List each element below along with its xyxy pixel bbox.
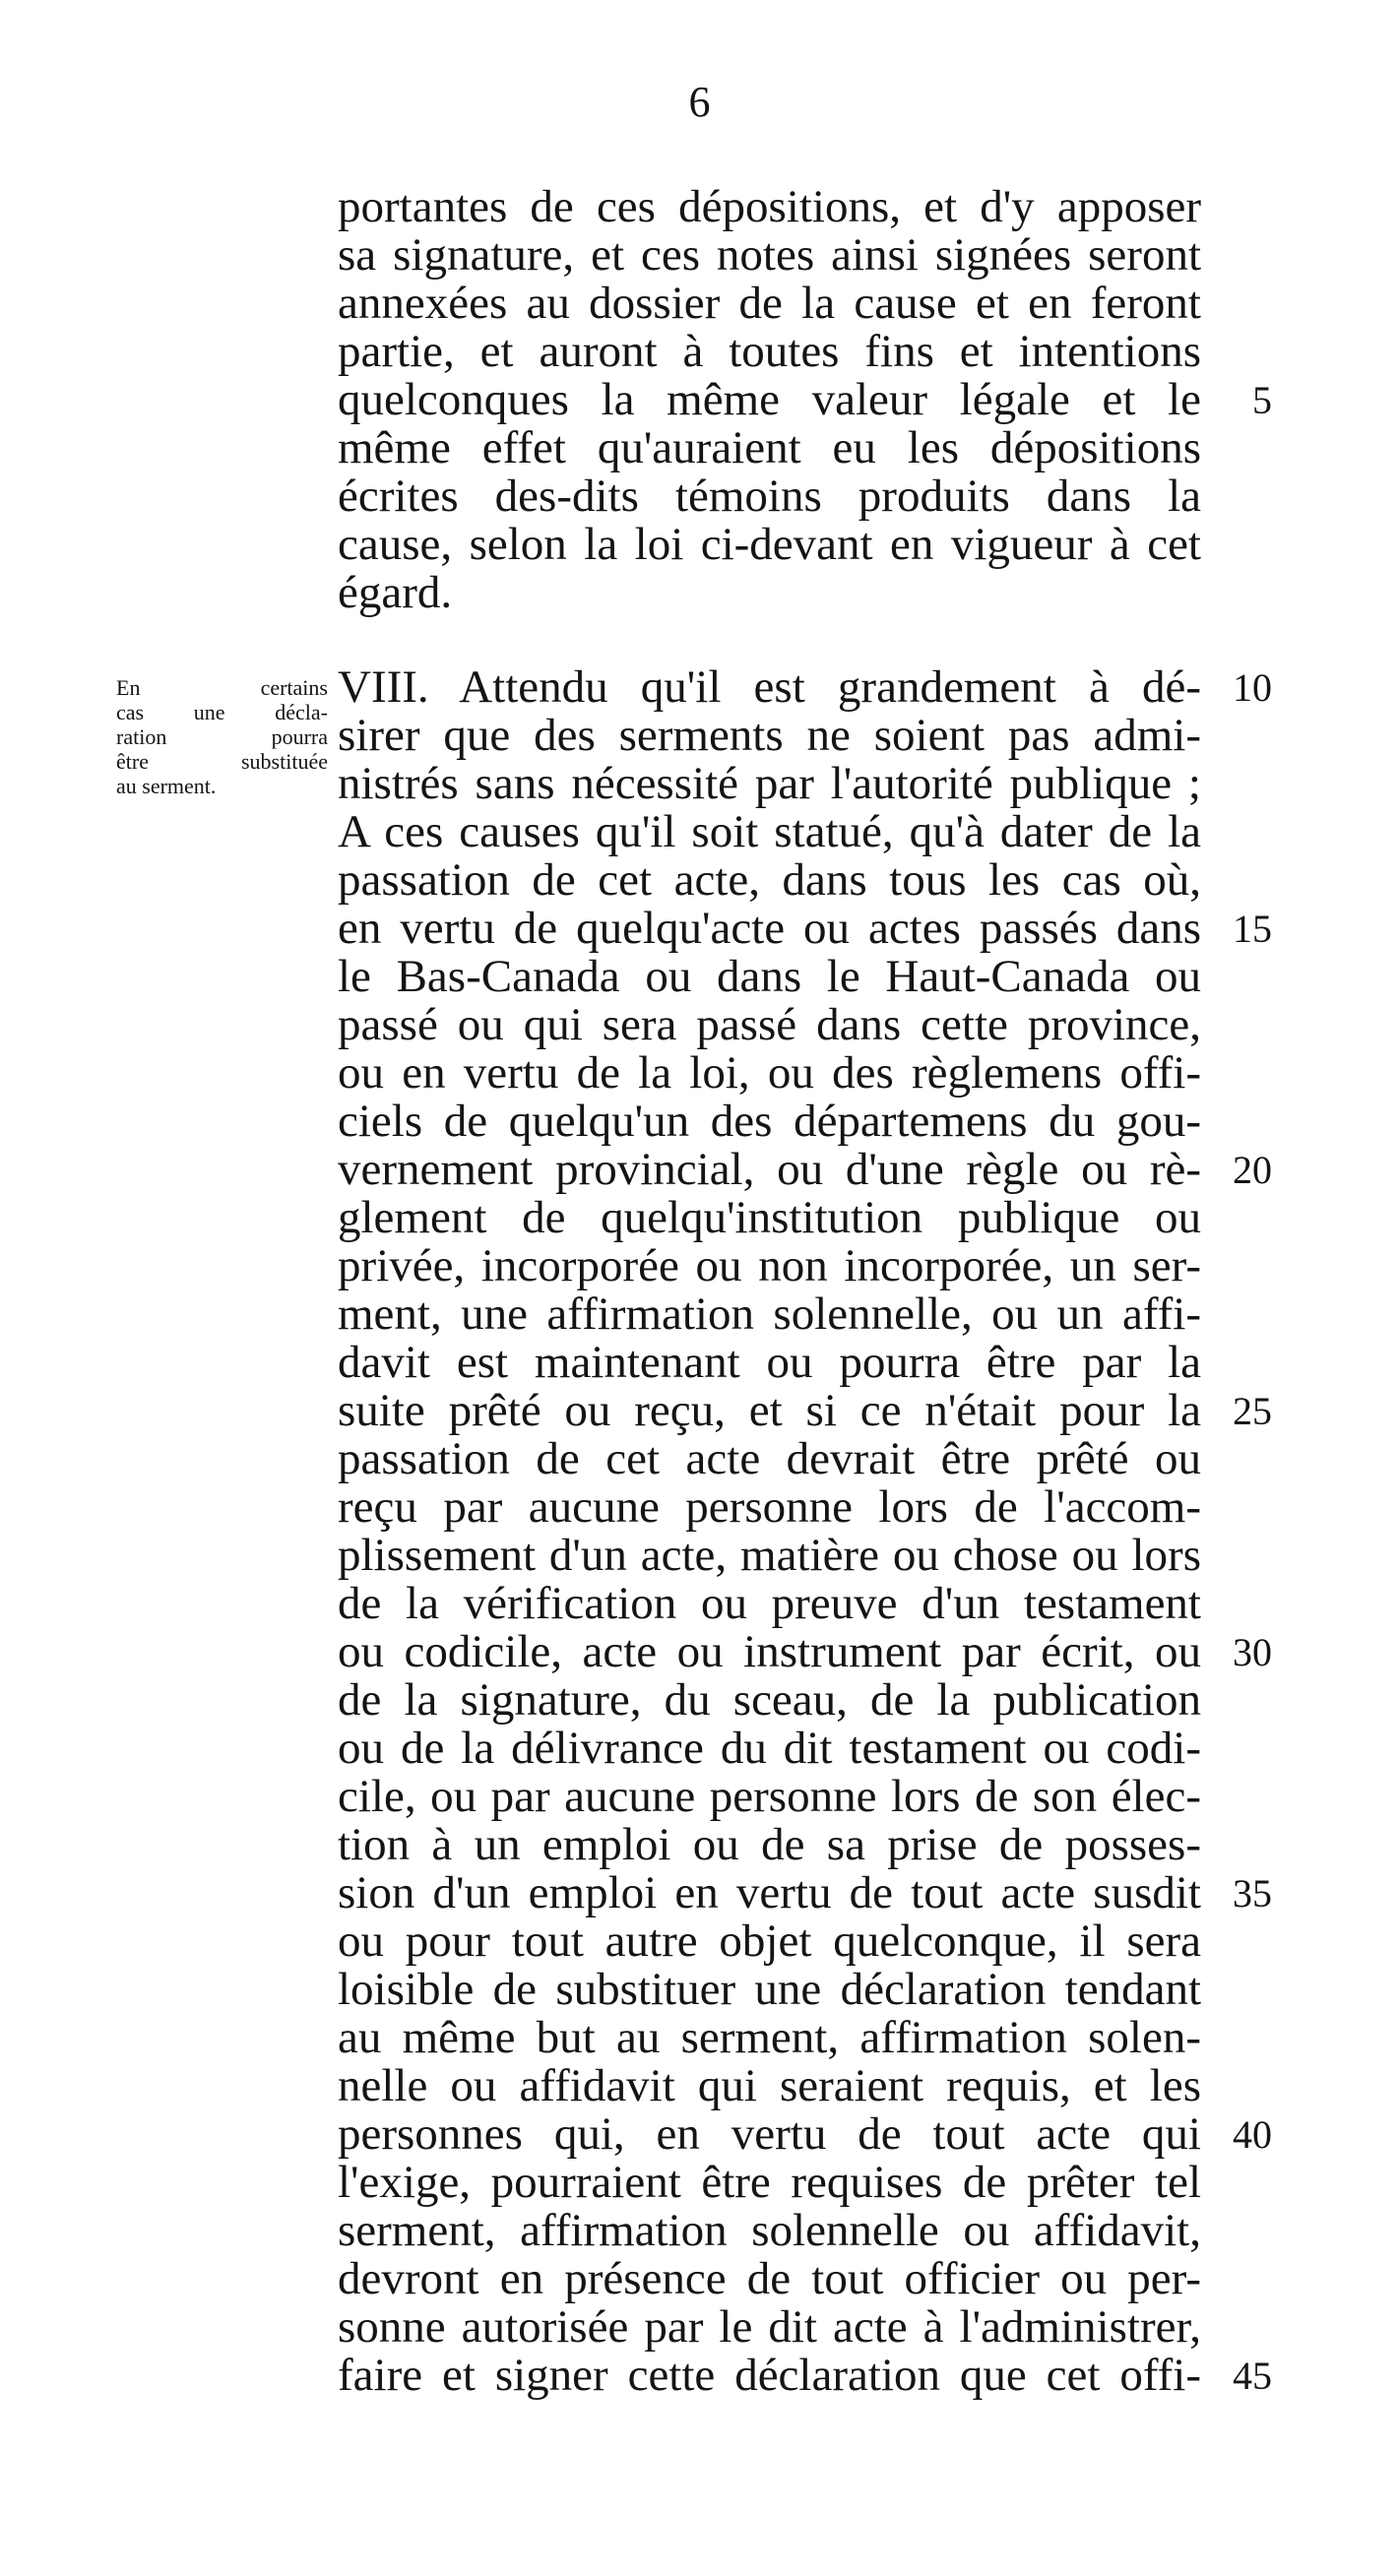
text-line: davit est maintenant ou pourra être par la bbox=[338, 1337, 1201, 1388]
text-line: ou en vertu de la loi, ou des règlemens offi- bbox=[338, 1047, 1201, 1099]
text-line: de la signature, du sceau, de la publication bbox=[338, 1674, 1201, 1726]
line-number: 10 bbox=[1233, 665, 1272, 710]
text-line: serment, affirmation solennelle ou affidavit, bbox=[338, 2205, 1201, 2256]
text-line: passation de cet acte, dans tous les cas où, bbox=[338, 854, 1201, 906]
margin-note-line: cas une décla- bbox=[116, 700, 328, 724]
text-line: portantes de ces dépositions, et d'y apposer bbox=[338, 181, 1201, 232]
text-line: nistrés sans nécessité par l'autorité publique ; bbox=[338, 758, 1201, 809]
text-line: ment, une affirmation solennelle, ou un affi- bbox=[338, 1288, 1201, 1340]
text-line: A ces causes qu'il soit statué, qu'à dater de la bbox=[338, 806, 1201, 857]
text-line: vernement provincial, ou d'une règle ou rè- bbox=[338, 1144, 1201, 1195]
text-line: sirer que des serments ne soient pas admi- bbox=[338, 710, 1201, 761]
margin-note-line: être substituée bbox=[116, 749, 328, 774]
line-number: 45 bbox=[1233, 2354, 1272, 2398]
line-number: 30 bbox=[1233, 1630, 1272, 1674]
text-line: ou pour tout autre objet quelconque, il sera bbox=[338, 1916, 1201, 1967]
text-line: ou de la délivrance du dit testament ou codi- bbox=[338, 1723, 1201, 1774]
text-line: partie, et auront à toutes fins et intentions bbox=[338, 326, 1201, 377]
line-number: 35 bbox=[1233, 1871, 1272, 1916]
margin-note-line: ration pourra bbox=[116, 724, 328, 749]
text-line: privée, incorporée ou non incorporée, un ser- bbox=[338, 1240, 1201, 1291]
text-line: égard. bbox=[338, 567, 453, 618]
text-line: glement de quelqu'institution publique ou bbox=[338, 1192, 1201, 1243]
text-line: tion à un emploi ou de sa prise de posses- bbox=[338, 1819, 1201, 1870]
text-line: ou codicile, acte ou instrument par écrit, ou bbox=[338, 1626, 1201, 1677]
text-line: écrites des-dits témoins produits dans la bbox=[338, 471, 1201, 522]
line-number: 25 bbox=[1233, 1389, 1272, 1433]
text-line: cause, selon la loi ci-devant en vigueur à cet bbox=[338, 519, 1201, 570]
text-line: sonne autorisée par le dit acte à l'administrer, bbox=[338, 2301, 1201, 2353]
text-line: même effet qu'auraient eu les dépositions bbox=[338, 422, 1201, 473]
margin-note-line: au serment. bbox=[116, 774, 217, 798]
text-line: passé ou qui sera passé dans cette province, bbox=[338, 999, 1201, 1050]
text-line: passation de cet acte devrait être prêté ou bbox=[338, 1433, 1201, 1484]
text-line: loisible de substituer une déclaration tendant bbox=[338, 1964, 1201, 2015]
margin-note bbox=[116, 675, 328, 798]
text-line: cile, ou par aucune personne lors de son élec- bbox=[338, 1771, 1201, 1822]
text-line: devront en présence de tout officier ou per- bbox=[338, 2253, 1201, 2304]
page-number: 6 bbox=[688, 78, 711, 126]
line-number: 5 bbox=[1252, 378, 1272, 422]
text-line: nelle ou affidavit qui seraient requis, et les bbox=[338, 2060, 1201, 2111]
text-line: le Bas-Canada ou dans le Haut-Canada ou bbox=[338, 951, 1201, 1002]
line-number: 40 bbox=[1233, 2112, 1272, 2157]
text-line: ciels de quelqu'un des départemens du gou- bbox=[338, 1096, 1201, 1147]
text-line: personnes qui, en vertu de tout acte qui bbox=[338, 2108, 1201, 2160]
margin-note-line: En certains bbox=[116, 675, 328, 700]
text-line: sa signature, et ces notes ainsi signées seront bbox=[338, 229, 1201, 281]
text-line: en vertu de quelqu'acte ou actes passés dans bbox=[338, 903, 1201, 954]
text-line: annexées au dossier de la cause et en feront bbox=[338, 278, 1201, 329]
text-line: de la vérification ou preuve d'un testament bbox=[338, 1578, 1201, 1629]
line-number: 15 bbox=[1233, 907, 1272, 951]
text-line: reçu par aucune personne lors de l'accom- bbox=[338, 1481, 1201, 1533]
text-line: l'exige, pourraient être requises de prêter tel bbox=[338, 2157, 1201, 2208]
line-number: 20 bbox=[1233, 1148, 1272, 1192]
text-line: sion d'un emploi en vertu de tout acte susdit bbox=[338, 1867, 1201, 1918]
text-line: suite prêté ou reçu, et si ce n'était pour la bbox=[338, 1385, 1201, 1436]
text-line: faire et signer cette déclaration que cet offi- bbox=[338, 2350, 1201, 2401]
text-line: plissement d'un acte, matière ou chose ou lors bbox=[338, 1530, 1201, 1581]
section-heading-line: VIII. Attendu qu'il est grandement à dé- bbox=[338, 661, 1201, 713]
text-line: au même but au serment, affirmation solen- bbox=[338, 2012, 1201, 2063]
text-line: quelconques la même valeur légale et le bbox=[338, 374, 1201, 425]
